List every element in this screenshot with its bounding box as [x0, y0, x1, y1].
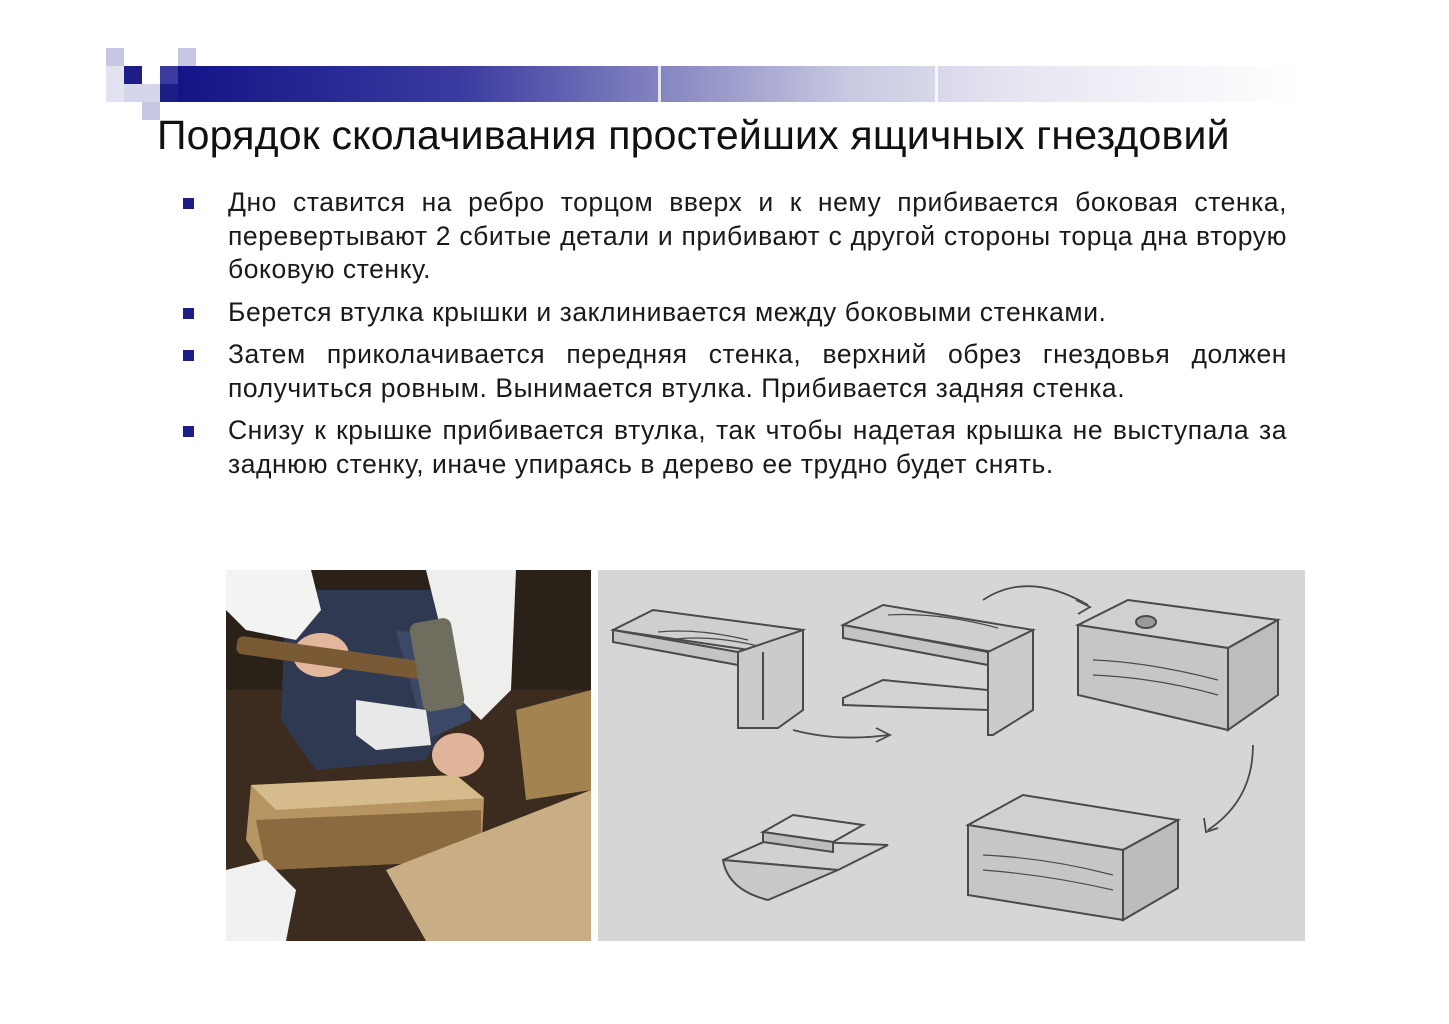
header-gradient-bar: [178, 66, 1298, 102]
list-item: [183, 338, 1287, 405]
list-item: [183, 296, 1287, 330]
decor-square: [106, 48, 124, 66]
bullet-list: [183, 186, 1287, 490]
bullet-square-icon: [183, 350, 194, 361]
assembly-diagram: [598, 570, 1305, 941]
bullet-square-icon: [183, 198, 194, 209]
bullet-text: Берется втулка крышки и заклинивается между боковыми стенками.: [228, 296, 1107, 327]
bullet-text: Снизу к крышке прибивается втулка, так чтобы надетая крышка не выступала за заднюю стенку, иначе упираясь в дерево ее трудно будет снять.: [228, 415, 1287, 479]
header-decoration: [0, 0, 1449, 120]
decor-square: [124, 66, 142, 84]
bar-seam: [658, 66, 661, 102]
decor-square: [106, 66, 124, 102]
decor-square: [160, 66, 178, 84]
photo-illustration: [226, 570, 591, 941]
bullet-square-icon: [183, 308, 194, 319]
page-title: Порядок сколачивания простейших ящичных гнездовий: [157, 112, 1230, 158]
list-item: [183, 186, 1287, 287]
bar-seam: [935, 66, 938, 102]
bullet-text: Затем приколачивается передняя стенка, верхний обрез гнездовья должен получиться ровным. Вынимается втулка. Прибивается задняя стенка.: [228, 339, 1287, 403]
list-item: [183, 414, 1287, 481]
assembly-steps-illustration: [598, 570, 1305, 941]
decor-square: [124, 84, 160, 102]
decor-square: [160, 84, 178, 102]
decor-square: [178, 48, 196, 66]
bullet-text: Дно ставится на ребро торцом вверх и к нему прибивается боковая стенка, перевертывают 2 сбитые детали и прибивают с другой стороны торца дна вторую боковую стенку.: [228, 187, 1287, 284]
bullet-square-icon: [183, 426, 194, 437]
photo-hammering-box: [226, 570, 591, 941]
